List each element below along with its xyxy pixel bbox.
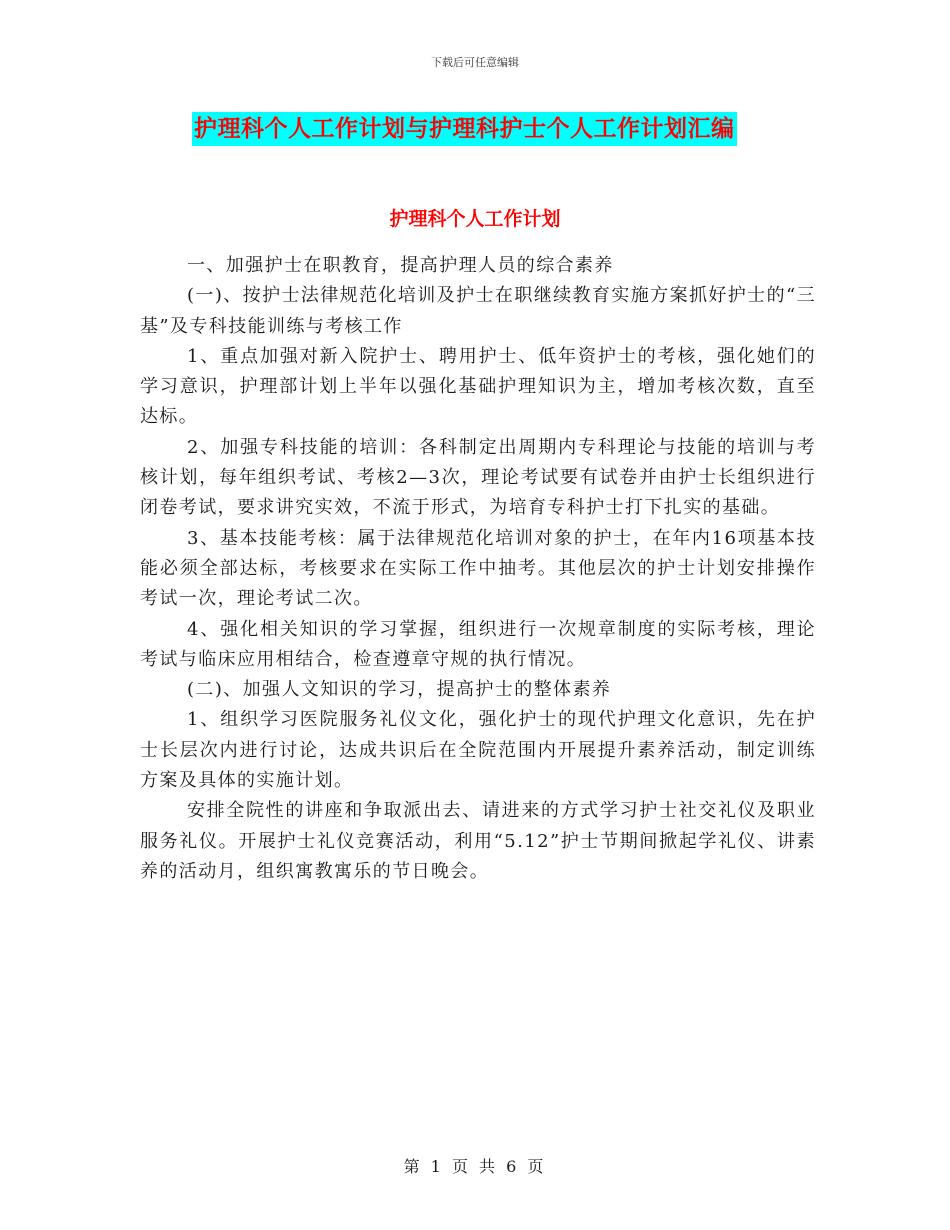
section-title: 护理科个人工作计划 (389, 208, 561, 230)
title-wrapper (192, 112, 737, 146)
paragraph-4: 2、加强专科技能的培训：各科制定出周期内专科理论与技能的培训与考核计划，每年组织考试、考核2—3次，理论考试要有试卷并由护士长组织进行闭卷考试，要求讲究实效，不流于形式，为培育专科护士打下扎实的基础。 (140, 436, 816, 519)
paragraph-8: 1、组织学习医院服务礼仪文化，强化护士的现代护理文化意识，先在护士长层次内进行讨论，达成共识后在全院范围内开展提升素养活动，制定训练方案及具体的实施计划。 (140, 709, 816, 792)
paragraph-7: (二)、加强人文知识的学习，提高护士的整体素养 (187, 679, 612, 701)
paragraph-6: 4、强化相关知识的学习掌握，组织进行一次规章制度的实际考核，理论考试与临床应用相结合，检查遵章守规的执行情况。 (140, 618, 816, 670)
paragraph-3: 1、重点加强对新入院护士、聘用护士、低年资护士的考核，强化她们的学习意识，护理部计划上半年以强化基础护理知识为主，增加考核次数，直至达标。 (140, 345, 816, 428)
document-body (140, 251, 816, 887)
paragraph-2: (一)、按护士法律规范化培训及护士在职继续教育实施方案抓好护士的“三基”及专科技能训练与考核工作 (140, 285, 816, 337)
document-title: 护理科个人工作计划与护理科护士个人工作计划汇编 (192, 112, 737, 146)
paragraph-5: 3、基本技能考核：属于法律规范化培训对象的护士，在年内16项基本技能必须全部达标，考核要求在实际工作中抽考。其他层次的护士计划安排操作考试一次，理论考试二次。 (140, 527, 816, 610)
page-number-footer: 第 1 页 共 6 页 (403, 1157, 547, 1176)
paragraph-9: 安排全院性的讲座和争取派出去、请进来的方式学习护士社交礼仪及职业服务礼仪。开展护士礼仪竞赛活动，利用“5.12”护士节期间掀起学礼仪、讲素养的活动月，组织寓教寓乐的节日晚会。 (140, 800, 816, 882)
paragraph-1: 一、加强护士在职教育，提高护理人员的综合素养 (187, 255, 614, 276)
download-note: 下载后可任意编辑 (431, 56, 519, 69)
